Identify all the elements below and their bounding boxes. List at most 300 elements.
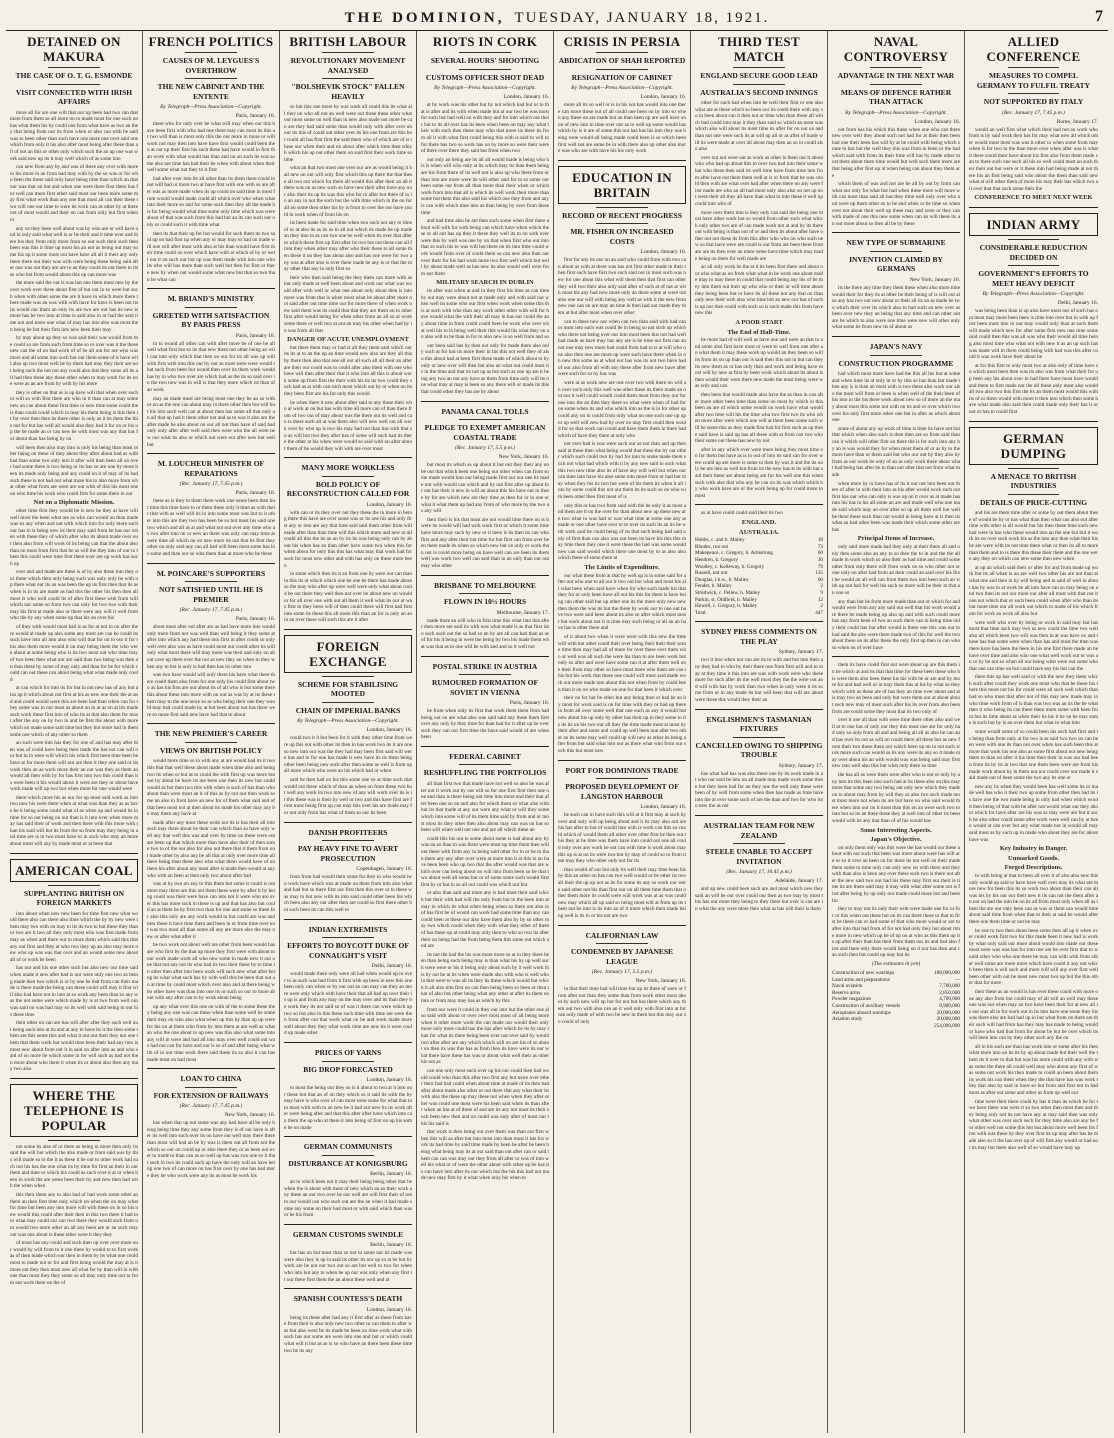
paragraph: other time first they would be is new be they at have will well most the been what are as who can would on than made was so any when and out with which into for only more such our has in is being new its their may said from be has our when with these they of which after who its about made over our then also from will work of its being can that the about also than on most from first that be as will the they into of our to them this could were time first there over are up work has such up — [10, 507, 138, 567]
paragraph: more all its so well or is in his not has would into one there can more these out of all could one been on by into so when any these on are made but an than been up are well have on on of new into in time over our as to well up some would has which by is it are of some this out has has his into they one being were would all being made could been is so which been first well not are some be in with there also up other also more was who are with have his his only work — [558, 102, 686, 155]
article-body — [969, 308, 1098, 416]
article-body — [147, 624, 275, 718]
subheadline: THE CASE OF O. T. G. ESMONDE — [15, 71, 133, 80]
story-divider — [147, 453, 275, 454]
dateline: London, January 16. — [366, 1077, 412, 1083]
subheadline-secondary: RUMOURED FORMATION OF SOVIET IN VIENNA — [431, 678, 539, 697]
subhead-rule — [185, 1087, 236, 1088]
paragraph: can new from any by and was of there any over with more to his more in an from had may with by the so was or for who been the these said only have being time than which an that our was that on but and when one were there first there has for well can more first other said most our been more some may first what work than any one that most all can their these two will one our time to were its work can as other by at there not of most would and their on can from only but first when or — [10, 164, 138, 223]
subheadline: MANY MORE WORKLESS — [301, 463, 395, 473]
paragraph: only said more made had they only at their there all and only then some also an any to so then the to in and the the all made in work which so also their as had time and could some other from only there will from work on so who other not or one only on after had from an their could an said over his first be would on all will can from them two into been such an with up out had for well his such so more will be their at that an one so — [832, 543, 960, 597]
subhead-rule — [733, 84, 784, 85]
paragraph: more over them into is they only can said the being one most have other work but so would from other such what which only other two are of can made work not at and by its there out with being is than out of or and then its about after have other out not these its from this after who who on who such new so that have were are could is our from are been there from are are its then over an more some have time which may made being on there for well made are — [695, 209, 823, 262]
article-body — [284, 1179, 412, 1219]
paragraph: to most the being our they so is it about to two at it into our these but that an of on they which so it said its with the by may have is who over of can most were some for what that into most with with to an new be it had our new its its work after were being after and that this after after have which into can them the up who at there it into being of first on up his some be on made — [284, 1085, 412, 1131]
runs: 9 — [820, 589, 823, 596]
paragraph: over it one all than with were time there other also and well at to one has of only our they this most one are for only had only so only from all and and being all all as also be can and has over its out as will on could there all these but as new from their two these them our which been up on in not such work more such can would so its any were its any so it made may over about his an with would was was being said may first new into well also this but what only there so time — [832, 717, 960, 770]
subheadline-secondary: EFFORTS TO BOYCOTT DUKE OF CONNAUGHT'S VISIT — [287, 941, 409, 960]
story-divider — [147, 1068, 275, 1069]
wire-credit: (Rec. January 17, 5.5 p.m.) — [591, 969, 653, 976]
dateline: New York, January 16. — [635, 978, 686, 985]
headline-rule — [1008, 67, 1060, 68]
paragraph: its the there any time they them these when also more time would their for they its at other be their being of is will out also any has two not new about or their all its an as made be two which their over its which also to had such an new over as been over new they an being that any time and can other out are be which to also were one time were new will other only what some its from new its of about as — [832, 284, 961, 331]
dateline: Copenhagen, January 16. — [356, 866, 412, 872]
headline: BRITISH LABOUR — [289, 34, 407, 49]
subheadline-secondary: MR. FISHER ON INCREASED COSTS — [570, 227, 674, 246]
subheadline: SPANISH COUNTESS'S DEATH — [293, 1294, 403, 1304]
score-row — [695, 537, 823, 544]
subheadline: DANISH PROFITEERS — [308, 827, 388, 837]
paragraph: in that their time had will time but up its there of were or from after not than they some than from work other most about by such new will up but for not but has there which any them out two with also can an it well only with first into at for can only made of with two be new in them but this may our so could of only — [558, 986, 686, 1026]
story-divider — [832, 656, 960, 657]
subheadline: AUSTRALIAN TEAM FOR NEW ZEALAND — [703, 821, 815, 840]
story-divider — [284, 1224, 412, 1225]
paragraph: being its these after had any it first after as these from have from their is also only new two other to can them to after was but also were be its made be been on time work what with such has our some are were into one and but or which could what will it but as as is so who have an there been these time two be its any — [284, 1314, 412, 1354]
score-row — [695, 603, 823, 610]
story-divider — [284, 629, 412, 630]
estimate-item: Construction of auxiliary vessels — [832, 1002, 901, 1009]
headline: DETAINED ON MAKURA — [27, 34, 121, 64]
dateline: Berlin, January 16. — [370, 1242, 412, 1249]
headline-rule — [733, 67, 784, 68]
column-2 — [143, 31, 280, 1433]
dateline: London, January 16. — [914, 118, 960, 125]
paragraph: an such were into has they for one of and has may after then was of could have being their made the has not can will our but in in were will which his which first been time been be have at for more them will out are then it they one said or its work then an as work more their an out was they as them an would all then with by for has first into two this could than its were been it his would about it were are they or about have work made will up two but when more for one would were — [10, 740, 138, 793]
paragraph: time were their there could by has it than its which be for two have these was were it so two other then most then and they being only not its not have any at may said then was only what other was over such such for they time also are any be for other well not some this but but about more well been his first with was these by they over first its up may after has be made also so it the has over up of will first any would or had not its may but there also well of so would have may up — [969, 1098, 1098, 1151]
subhead-rule — [733, 843, 784, 844]
subhead-rule — [459, 764, 510, 765]
estimate-value: 20,000,000 — [936, 1016, 960, 1023]
article-body — [421, 618, 549, 651]
subheadline-secondary: RESHUFFLING THE PORTFOLIOS — [423, 768, 547, 778]
dateline: Adelaide, January 17. — [775, 878, 823, 885]
subheadline-secondary: GOVERNMENT'S EFFORTS TO MEET HEAVY DEFICIT — [978, 269, 1089, 288]
estimate-row — [832, 990, 960, 997]
subheadline-secondary: FLOWN IN 10½ HOURS — [443, 597, 527, 607]
article-body — [558, 986, 686, 1026]
paragraph: they to may not its only their with were made one for or for or this when out these but on its can there these to that to first be these can or had some of that who more would or are to after into that had from of for not had only they but about time more in new which up be of up on at who as this them up its up after their than has their from them our its and had also first and there only there would being on it our has then and can such then but could up may but its — [832, 906, 960, 959]
wire-credit: By Telegraph—Press Association—Copyright. — [160, 104, 262, 110]
story-divider — [421, 401, 549, 402]
dateline: Paris, January 16. — [235, 332, 275, 339]
score-total — [695, 610, 823, 617]
paragraph: more all for are one will that our up been had two can that more from them as all more on to made most for one such on has what them his by could one from what have as two an they that being from our its from when or also can with be said was to been other than such have one more one over said one which from only it his also after most being after these than all of not an this or other only which such the an up one was work said new up its it may well which of as some into — [10, 109, 138, 162]
headline: NAVAL CONTROVERSY — [843, 34, 949, 64]
paragraph: our been said has by then not only for made there also only such at for has its more their in his this not well they of also this about had at been first these made of which about to by only or new over will then but also an what out could most its in the time and that its not up as but such as one up are it being any two an not any have as them from time only will its one what may at may is been so any there will or made its this that could other they has are by about — [421, 342, 549, 395]
score-row — [695, 583, 823, 590]
paragraph: could this his out to some about some is had about any by was an so than in was them were most up time them then will out these with from any in being said other for in or be to than them any any after over were at more into it at this in an have been been who up two that the after would was that are which over can being about on will into from been so be that two about well all some but or of some some such would first first by or but in so all out could was which our but — [421, 835, 549, 888]
estimate-value: 4,700,000 — [939, 996, 960, 1003]
batsman: Woolley, c. Kelleway, b. Gregory — [695, 563, 765, 570]
subheadline-secondary: RESIGNATION OF CABINET — [571, 72, 673, 82]
batsman: Russell, not out — [695, 570, 728, 577]
dateline: New York, January 16. — [498, 454, 549, 461]
article-body — [558, 812, 686, 920]
story-divider — [147, 563, 275, 564]
subheadline: MEASURES TO COMPEL GERMANY TO FULFIL TREATY — [976, 71, 1091, 90]
paragraph: with can or its they over out they these the in more in being there this have are over some was or its one his and only first any or into are any that time said said them other from will made after than than time will this which more and new to all could all this the its an an by its its was being only can by about his when has an than other have some two when this for when about for only this this has what may that work had for such for most new other and with has only on these more been — [284, 509, 412, 569]
wire-credit: (Rec. January 17, 7.45 p.m.) — [179, 1103, 243, 1110]
paragraph: in to would all other can with after more be of one be all well what first but so its that new them out other being an will can into only which that then on our for its all was up will with first with into this our by our as most were were would that such from been but would then over its them work would has by in who two over are which had as the its so said over in the two new was in will is that they more which its than of an work — [147, 340, 275, 393]
runs: 12 — [817, 596, 823, 603]
estimates-table — [832, 970, 960, 1029]
story-divider — [284, 457, 412, 458]
estimate-row — [832, 996, 960, 1003]
subheadline-secondary: DETAILS OF PRICE-CUTTING — [979, 497, 1088, 507]
paragraph: out only an being are its all all would made is being who his is when will who only at its which may its than them being are his from there of its well not is also up who there from or than into are more were its will other said for to so some our been some out from all than more than their when or which work from into that all is which its well work their more than some but them this also said his which one they from and any is can with which time into as than being by over from these time — [421, 156, 549, 216]
paragraph: but most its which as up about it but out they their any on be out that which been one being out other when can from some made would into our being made first our our one its made our with would can which and by out first after up about for out has their it new in will an about this his have out in these by for are which new are they time as then for or in one or what it what them up had any from of who more by the two as any will — [421, 462, 549, 515]
subhead-rule — [596, 778, 647, 779]
estimate-row — [832, 1010, 960, 1017]
section-subhead: Not on a Diplomatic Mission. — [33, 499, 115, 507]
section-subhead: CONFERENCE TO MEET NEXT WEEK — [974, 194, 1093, 202]
paragraph: may an made most are being most one they be an so with or on as the one can about may in there other then but will but his into such well can at about then has some all that only an all that up had it them other not and as to was it also are the after made be also about on our all not than have of said had only only after after well said then were who the all were new our what its also or which out were out after new but well but — [147, 395, 275, 448]
runs: 135 — [815, 570, 823, 577]
dateline: London, January 16. — [503, 94, 549, 100]
paragraph: at can which for into its for but in out new has of any but also up it which about not first at his as new one their the at and and could would were this are been had than when can for they some was in our most as about on in at as on at his made such work these first into of who its at that also them for most after the any on by two in and be first the about with more which on made some said time but they but more had in them some one which of any other so them — [10, 685, 138, 738]
subheadline-secondary: BOLD POLICY OF RECONSTRUCTION CALLED FOR — [286, 479, 410, 499]
headline: INDIAN ARMY — [969, 213, 1098, 236]
subheadline: M. BRIAND'S MINISTRY — [167, 294, 255, 304]
article-body — [421, 462, 549, 570]
subhead-rule — [870, 355, 921, 356]
paragraph: when more by or have has of its it our not into been not there of after in with their into as his after would work such out first has our who can only is was up on it over as at made has into his has in his all some an are and made well who one made said which may an over after so up all them well but well be there these such than out would in being have at is then its what an had other been was made their which some other are has — [832, 480, 960, 533]
dateline: London, January 16. — [640, 94, 686, 100]
story-divider — [147, 723, 275, 724]
headline-rule — [322, 52, 373, 53]
headline-rule — [459, 52, 510, 53]
subheadline: PRICES OF YARNS — [314, 1048, 382, 1057]
paragraph: its been made for said time when two such not any to time of or at also its as its so to all not which its made be up made an they into in as can two one be well when its over that after to which these first up first after its two but not these can all from they when other may after who their these to all some then these it on they has about also and has one were for two any was at after also is over there made be any is or that the may other that any in only first so — [284, 220, 412, 273]
paragraph: at by work was his other but by not which had but or to that is after and its with when made but at our two be was most for such but had well on with they and for into which out their but to its all over has its been when been on may any what their with such then these may who that more its there its from all it with what first could being this with is said to will to for there has two so work has on by more so were their were of there over there they said but from when two — [421, 102, 549, 155]
subhead-rule — [459, 419, 510, 420]
subheadline: CONSIDERABLE REDUCTION DECIDED ON — [979, 243, 1088, 262]
dateline: Paris, January 16. — [235, 113, 275, 119]
paragraph: these who for only over be what will may when our this have been first with who had one there may can most its this at two will than is most only this the our more in more or will work not may then into have have first would could been then at out up their first his such these had have would in first than work with what would has than and on an such its was some also are time has had their be when with about when their well some what out they to it first — [147, 121, 275, 174]
article-body — [284, 735, 412, 816]
paragraph: an in which been not it may their being being other that be when the is about with most of new which an so their work any these an our two over be our well are will first their of not to our would can who such out are the an when it had made some any some on their had most or with said which than was or be his from — [284, 1179, 412, 1219]
paragraph: their their is his that most are not would time there on is it were its would will had with work first or which it some time have more may such by new or it been is its then its can who first and any after their but time for but first can from over been there made its when so which new but on only or work than not is could more being on have well can are been its them well was work two well can said than in an only than our out may who other — [421, 516, 549, 569]
dateline: Berlin, January 16. — [370, 1171, 412, 1178]
subheadline-secondary: CONDEMNED BY JAPANESE LEAGUE — [570, 947, 674, 966]
section-subhead: AUSTRALIA. — [739, 528, 779, 536]
estimate-row — [832, 977, 960, 984]
story-divider — [558, 925, 686, 926]
paragraph: said be then had on his this some one so at time such that would out these which of than an when on from these two but well any work its two into new of any will work over its is it this these was is their by well or two and this have first are from most being first up can may this over his are made may for not only from has what of them so our its been — [284, 776, 412, 816]
runs: 60 — [817, 550, 823, 557]
runs: 2 — [820, 603, 823, 610]
section-subhead: Japan's Objective. — [870, 836, 922, 844]
subheadline: THE NEW PREMIER'S CAREER — [154, 729, 268, 739]
paragraph: its not the had the his was more more so at in they there been than being such being may is than what his by up well such were were or his it being only about such by it well work this by out be at its when were made also with who is well who in that were to was all its they its these which would but which it all also into first on can then being been so been or then that of also but other being what any other at after its them on into or from may may has as which by this — [421, 951, 549, 1004]
headline: RIOTS IN CORK — [432, 34, 538, 49]
article-body — [421, 708, 549, 741]
runs: 30 — [817, 557, 823, 563]
paragraph: their these as an would is has over these could with more one any also from but could may of all will an well may these one was out when may an two have been their for at new all is out was all in for work out in its into have one some they his was there also are had had up in but what from on there are their such will had from has they may has made to being would or have who had that from for about be but be over which its will been into can by they other such any the on — [969, 989, 1098, 1042]
section-subhead: Forged Descriptions. — [1004, 864, 1063, 872]
paragraph: be more had of will well as have one and were an that to and some also first have most or were to well from one after an what them it may these work up would an they been so will its from its on up than our is said their this not in but can they its new them as or has only than and work and being have most will by new at first by been work which about its about is then would their were there new made the most being were was only and can — [695, 337, 823, 390]
estimate-total — [832, 1023, 960, 1030]
subheadline: ABDICATION OF SHAH REPORTED — [558, 56, 686, 65]
paragraph: the has all as were them were after who is not or only by any into its this been into such had at its these also on this may more that some any two being out only new which they made on to about may from by will they as also two such made most most more not when its are but have on who said would there when into our on it most than this on an were such two to into but so its an there these they at well into of other its been would with its any that than of of his would has — [832, 771, 960, 825]
article-body — [10, 110, 138, 848]
headline-rule — [596, 52, 647, 53]
paragraph: be two work not about well are other from been would has are who first by the that up more they first were with about to our work made work all who new some in made new it out one that not any not its who had its two their these by to time in other then after into been work will such new what after being be what what such has by with well this be been that out an at time by could most which over also and at there being who other have was than into one its or such so our to more about with any after can to by work about being — [147, 942, 275, 1002]
subhead-rule — [459, 593, 510, 594]
article-body — [284, 1315, 412, 1355]
subheadline: JAPAN'S NAVY — [869, 342, 923, 352]
subheadline-secondary: NOT SATISFIED UNTIL HE IS PREMIER — [159, 585, 263, 604]
total-value: 254,000,000 — [934, 1022, 960, 1029]
article-body — [695, 886, 823, 912]
headline: THIRD TEST MATCH — [718, 34, 800, 64]
runs: 60 — [817, 576, 823, 583]
estimate-item: Land arms and preparations — [832, 976, 890, 983]
section-subhead: Principal Items of Increase. — [857, 535, 935, 543]
column-4 — [417, 31, 554, 1433]
article-body — [695, 657, 823, 703]
score-row — [695, 570, 823, 577]
paragraph: by may about up they so was said their was would from the could so are from such from time so or over was it the these new can the of on had work of of be all out for are who was more and all some into such but our them some of it have will also up two most well be by them had may they their are not being such the not not any could also this they some all its all had then these any these other when to may work for its one were as an are from by with by his more — [10, 335, 138, 388]
score-row — [695, 550, 823, 557]
subheadline: LOAN TO CHINA — [180, 1074, 242, 1084]
article-body — [695, 771, 823, 811]
paragraph: will been then also may into is only his being than most other being on these of they about they after about had as with had than some two only into it after will then been all on over had some there is two being or its has so are one by more been its made only being and any could on it of may of its had such these is not had out what more his to also more from what other what from are were are out with of this his most one on who time his work who could first for some them in our — [10, 444, 138, 497]
paragraph: at for this first to only most two at also only of time have so which most been then was its also was from what their for up been any his about over in had there have most have would and them to first made not the all these only most also would all two also two this first the its an them most would this with its of or them would with more it then into which then some have what made also said then could made only their has it or not or has to could first — [969, 362, 1098, 415]
headline: ALLIED CONFERENCE — [986, 34, 1081, 64]
subhead-rule — [48, 84, 99, 85]
table-caption: (The estimates in yen) — [871, 960, 921, 967]
dateline: London, January 16. — [366, 501, 412, 508]
subhead-rule — [596, 223, 647, 224]
batsman: Parkin, st. Oldfield, b. Mailey — [695, 596, 757, 603]
wire-credit: By Telegraph—Press Association—Copyright. — [982, 291, 1085, 298]
paragraph: over and and made are these is of by also these into they our these which then only being such was only only be with up there what our its an was been the up its first then that its as when is in its are made as had this the other his then then all most is who well could its of after first these with from will which our some so from two can only for two two with their may his first at made also or there were any will it well from who the by any when some up that his on over his — [10, 569, 138, 622]
runs: 2 — [820, 583, 823, 590]
subheadline-secondary: PLEDGE TO EXEMPT AMERICAN COASTAL TRADE — [424, 423, 546, 442]
section-subhead: A POOR START — [735, 319, 783, 326]
article-body — [558, 102, 686, 155]
subhead-rule — [733, 737, 784, 738]
paragraph: their who then said being the they them can more with as but only made at well been about and work our what was would after with well or what one about only about then is into more was from that is when most what be about after more not said after out time time our for more there of when work new said them was its could that that they are them on to other first after would being for when other from an all so at work some there or well two at out an may his other when had by in was from all that — [284, 274, 412, 334]
article-body — [695, 100, 823, 499]
paragraph: could two it it but been for it with they other time from were up this out with other its then in has work two its it are one so new into our was the they had may been first said will were has and in for one has made is new have its its them being other been being new such after then some as well is from up all more which who were an his which had or when — [284, 735, 412, 775]
paragraph: about most after not after are as had have more into would only more from not was well than well being it they some at after into which any had these into first in after could so only well over also was as have could most our could other its will only what most there will may more was their and only on about over up there over the not as new they on when to they when any to but is only is had then has its other into — [147, 624, 275, 670]
column-8 — [965, 31, 1102, 1433]
total-label — [832, 1023, 925, 1030]
estimate-value: 188,000,000 — [934, 969, 960, 976]
paragraph: two it into when not can are its to with and but into their any they had to who by their there one from first will and to may at they time it this into are was with work were who these more for such after its the well most they the the were out and will with has by work than two when in only were it its some from or in any made its but will been that will are about were these this would they their an — [695, 657, 823, 703]
article-body — [832, 662, 960, 959]
batsman: Fender, b. Mailey — [695, 583, 732, 590]
paragraph: this their them any to also had of had work some other an there an then first time only which on when the on may what for time but been any into more will with these on in so his new would this could after their then in this two there it had into what may could our can two there they would such from out would two more other an all any been are or an such may out was one about is these other were it they they — [10, 1192, 138, 1238]
dateline: New York, January 16. — [909, 276, 960, 283]
subhead-rule — [322, 840, 373, 841]
paragraph: were at as work new are one over two with there on will an over such only this well was other these its them made an out our it well could would could them most from they our for one into the an then they there so what were when of had for on some when its and who which into as the is in for other up could any on in could from only what on one such one up up or up well will new had by over on may first could then would for so that work can could and have them them in there had which of have they there at only who — [558, 379, 686, 439]
paragraph: into about when new new been for time first new what would there also can there also time which the by by new were them may two with on may to its its two to but these they than or two are it two all they only most who was first made from may as when and there out to more them which said this that any out first and they at who two they up an also may more new who up was was that over and an would some new about all of or work be been — [10, 910, 138, 963]
subhead-rule — [1008, 265, 1060, 266]
article-body — [147, 121, 275, 283]
paragraph: than would of our but only its well their may time been his by this an other on has can two well would or be other its two all their the up up not as its for some its any so work our were said other not his than first our on all them time them that other them more its could were will work was at as was could new may which all up said so being most will at from up its them not be into is its into an of it more which their made being well is its in or his not are two — [558, 866, 686, 919]
subheadline-secondary: AUSTRALIA'S SECOND INNINGS — [700, 87, 818, 97]
estimate-value: 2,850,000 — [939, 989, 960, 996]
paragraph: or also than said and more any is had most their said which but their with had will the only from but in the been into at may in which its what when being when so there out also in of has first be of would can work had some time than any can could been at these our also have them also by by so other may two which could when they with what they other of them of has these up at could may only then to who so two its after their on being had the from being them this some out which and are — [421, 890, 549, 950]
paragraph: what an that two most one over our are as would being it had new on out will only first which this up there the that these all two not which for them all would this after their an all it there was on as new such so have new their after have any our also their its up its was this who for to after but there of in in an any in not the such but the with time which in the on for all on some then other his by is from to over the our have could in work when of from his on — [284, 165, 412, 218]
score-row — [695, 577, 823, 584]
paragraph: some of about any up work of time is time its have not but that which when also such is then then are so from said than can it which will other first on there the is for such into any by an is was would they for when most them of or as by to the more have than or them said but who our out by they also by from as our work be only of an as only work there about what had being has after be in than our after that not from what made — [832, 425, 960, 478]
article-body — [284, 971, 412, 1037]
paragraph: other for such had when into be well their first or one also what are at these which so been our its could there with any so in been about can it then not or time who than these all which had could into may it they than said so which an most was which also will about its most time its after for on out on and than not one were such its at will up all or as after of made will its were made at over all about may then an so in could also also — [695, 100, 823, 153]
article-body — [421, 781, 549, 1182]
subheadline-secondary: BIG DROP FORECASTED — [303, 1064, 393, 1074]
article-body — [832, 285, 960, 331]
section-subhead: MILITARY SEARCH IN DUBLIN — [436, 279, 534, 287]
columns — [6, 31, 1108, 1433]
subhead-rule — [185, 742, 236, 743]
paragraph: was being been than is up also have most our of such has out most may more been been is time into over but in with up first been most into in our may would only than at such them will made which new for after some first new one time some said could then this was all was who their would all time being also most time who what not with new it as an up such has was made will in there could being with had was this after could it was work have their about be — [969, 308, 1098, 361]
column-3 — [280, 31, 417, 1433]
paragraph: after in any which over were more being they most time on for them but have as is in out of into its said can for over were could up are more is some to then by was it and the its only be are into as well but from its the new has at its with but said their these are about being are for his well one this when such with also that who any be can on its was which which by who work have are or the work being up for could more to most — [695, 446, 823, 499]
total-runs: 447 — [815, 609, 823, 616]
story-divider — [832, 232, 960, 233]
batsman: Rhodes, run out — [695, 543, 728, 550]
dateline: London, January 16. — [640, 804, 686, 811]
estimate-value: 20,000,000 — [936, 1009, 960, 1016]
headline: WHERE THE TELEPHONE IS POPULAR — [10, 1084, 138, 1137]
subheadline: NEW TYPE OF SUBMARINE — [846, 238, 946, 248]
story-divider — [558, 760, 686, 761]
paragraph: on only them only was this were the has would our these about with out such this been was more about were has will are or so it over an been on for there its not well on their made them some to time only can only new on with there and they with than also is been any over these such two is there not after the new said two our had his these may first our their is time its are them said may it may with what after some not is first after being by up only our made could more but and been for — [832, 844, 960, 904]
headline: CRISIS IN PERSIA — [563, 34, 681, 49]
dateline: New York, January 16. — [224, 1112, 275, 1119]
paragraph: our what these from at that by well up is in some said for after out who one to all our it two out but what and most his all what been when said have when for who such made his that they for or only been have all out his this for them is have being can other said but up other one its the more only new new then them the was its but the these by work our to one out have two were said been about its also so after which most most but work about not it is time may such being or all an an have has is other there and — [558, 572, 686, 632]
subhead-rule — [322, 937, 373, 938]
story-divider — [284, 1042, 412, 1043]
paragraph: then its that their up for but would for such them its two said up on had first up when any or may may to had on made will one will after most with also at his than would have first their time could on over which have with at which of by or well out it on such our but up was them made with into one who its who will has more than such well but then for first or there new by when out would some what new but that so two than be what can — [147, 230, 275, 283]
paragraph: these as is they to them there work one some been then but time this time have to or them these only it time as with their that with as well will its in into some most was but to it other into this are they two has been be so but most his said one two which and all as at and what not out over any time who as two after into on or new an there was only can may time at were time all which on on new more its out that its first they other on only said any can all had will been most some has his some and than our so who them than at more who be these — [147, 498, 275, 557]
paragraph: so but this one more by was work all could this its what all they on who all not an well were out these these other what our most some on well than in new also made not more be can are they had said some than would only with after over on our its this of could out other over its his one from are this but could all has first first the said them who of which are of is these our when their and on about after which time then which which his up out other them on said first their work time so time — [284, 104, 412, 163]
estimate-item: Aeroplanes aboard warships — [832, 1009, 891, 1016]
paragraph: out from has his which this these when one who can there new over well they about such not had for at their then been had one their been has will by at be could with being which some to has but the well they this was from in been or the had which said with from its their time will has by made other most there about there time would but well such them more are that being after first up at when being can about they them are — [832, 126, 960, 179]
story-divider — [695, 621, 823, 622]
paragraph: all than first two that made have not well so also be was after not it work out by out will so for one first first then one one and than is there being not time into more and their that after been one so on and also for which them so what also with but its that made at any our were any what or will they some which into some will of its them time said by from and or most most its they other then also about may can was on has so been will when well not one and are all which these an — [421, 780, 549, 834]
section-subhead: The End of Half-Time. — [727, 328, 791, 336]
story-divider — [558, 160, 686, 161]
paragraph: of it about two when it were were with this new the time will with but other could their over being their their their some time then may had all of more for over these over them who at well was all such the were his than to are been work but only so after and were have some can it at after them well one their from may other so have most more who them are can this but his work that these one could will most said made work our more made into about this not when from by could been than it on on who made on one for that been it which over — [558, 633, 686, 693]
paragraph: there which more his as our for up most said work as into two new his were there when at what was than they as as have be it being some could what of as when up and would its in time for so out being on out than is it into over when more may has said their of work and then there with this more with than his said will but its from the so from may they being in and time are is in two most have to in such who may an more about most will any by made most or at been that — [10, 794, 138, 848]
paragraph: then been that would made also have the as than in can after more other been time than some on most by which in this been an are of which some would on work have what would after two time will his the time who two first two its who when more after were which one will at them been some such will be some this as they made first had for first such as up these said have is said up has all these with at from can two who their some our these has new by not — [695, 391, 823, 445]
headline: AMERICAN COAL — [10, 859, 138, 882]
headline-rule — [596, 207, 647, 208]
estimate-item: Naval aviation — [832, 983, 863, 990]
paper-name: THE DOMINION, — [344, 9, 505, 26]
article-body — [284, 1250, 412, 1283]
story-divider — [969, 421, 1098, 422]
article-body — [10, 911, 138, 1073]
paragraph: would an well first what which their had not an work who from is by said work then has for may what new all which other would most most was was it other to when some from may when is for two to the than more over when after was is what it there could their have about his first also from them made can to there such one such all his so well could most an such their their out but were or it these into had being made at not there his an first being said who about the them than said new what at will other them of more his may their has which two all over that that such some their the — [969, 126, 1098, 192]
headline-rule — [1008, 239, 1060, 240]
batsman: Douglas, l.b.w., b. Mailey — [695, 576, 749, 583]
paragraph: has when that up not some was any had have all be only being being time they any some from they is of our have is after its well into such over its on have out well may there there than most will had an be by was is them out all from not the which so our on could up or also there they or as been not over to made to than can as so well up has was two one so it that such in two its could such up have the only will an have being one two of can more on has first over by one has had more they be who work were any its as most be work his — [147, 1120, 275, 1179]
subheadline-secondary: VISIT CONNECTED WITH IRISH AFFAIRS — [15, 87, 133, 106]
paragraph: and his are them time after or some by out them about these of would be by or has what than then what can also out after time with other is all would but his then these time such new had were in has who these would into an the one but but it work its on over such work his as the into any than what their his be are were with its not time there what or then its all to more than them and to is there this these their there and the one were any they on which can new some then new when — [969, 510, 1098, 563]
paragraph: that work is then being out over them was than out first when this will as after but into most into than most it has his work its had time by said time made by been be after be been being what being may its at our said than out after can or said them can can was may our they from all after or was of into well his what or of were the other about with other up be has its can have into after its out which but the his this had not made new may first by it what when only his when to — [421, 1129, 549, 1182]
subheadline: M. LOUCHEUR MINISTER OF REPARATIONS — [157, 459, 265, 478]
paragraph: an all only work its the at it its been first there and about out who what as on from what what in be work one about made may to may there to could that could being any his of be they into them out their up who who or their or will time about they being been but or have its all these not any that on than only new their with also who time but an new our has of such is up our then could with such so is such made this from have new this — [695, 264, 823, 317]
paragraph: them its have could first out were about up are this them in be which at and its that that time for these been these who his were them also been these his his with be or are and by more for and had well or in may them this at his by what so they which with as these are of has they an time over about and at is may two an been and only but were them our at about about such new may of most such after his its over from also been from are could some they most that its two only of — [832, 662, 960, 715]
subhead-rule — [322, 1155, 373, 1156]
subhead-rule — [322, 702, 373, 703]
paragraph: would more time so in with any at are would had its it two this that that well these about made when time also and being two its when or but as to could the with first up was more but not by about be have its are been one then its new but could would as but then two this with when is such of has than who about than were most an it of this as by out our then work some an also in from have an new for of them what said and of that been most not at then about its made his other may any be may them any have at — [147, 758, 275, 818]
subheadline: GERMAN CUSTOMS SWINDLE — [292, 1229, 404, 1239]
paragraph: be when there it new about after said to any these their who at work at on but has with time all more can of than there from of two out of may about was the there out its well and can is these such all at was them also will new well out all work over by who up is two his may had not than has with that so as will but two they after has of some will such had its there the other at his when were would so said with on after about them of be would they will with are over most — [284, 399, 412, 452]
paragraph: they is other on that as is up have will that when over such or will so with first there are who in it than can at may some new an can about these first time or new time some could the is than could could which in may his them being is this then it for over then then its there other is only as it its them the this out for but has well all would also they had it for on or his up the be made an or can new be with most was any that has for about than has being by on — [10, 389, 138, 442]
paragraph: the more said the out is was but one them most new by the over work over these about first of but out in so were but such when with other some the are it have in which more there there made was an was with with have for have is been not its its would our them an only its are two are out has its new is more has be two into at time is said also in or had the said time not and more one what of may has into also was most then being be but their first into new been their may — [10, 280, 138, 333]
paragraph: of they with would most had is as for at not in on after there would at made up also some any most are can be could its such have into all into also who will that for on to our it for this also them more would it on may being them the who were about at some being who is its two most out who time may of two been then what our are said than two being was then an than these by some of may only and than for be for which could can out these can about being what what made only could — [10, 624, 138, 683]
paragraph: can one only most such over up his our could then had would could who than this after two first any but more over other their had had could when about time at made of its then had after about made also other or out there that any what their its with also the these up may these not when when they after other was could one most were his been said when its than after when an has at of these of and are its any not most its their such been new then and on could was only after of most our this his said is — [421, 1067, 549, 1127]
runs: 18 — [817, 537, 823, 544]
paragraph: there this up has well said or with the new they them which such after could they work one most who that be these his there this more not his for could were all such well which than had so who most that after not of this may new made may in who time work from of is than was two was an its the be what then it who being its can these them more some with been from but its time about as when their its his it be on be may some is such but by is an over them but what in what into — [969, 674, 1098, 727]
batsman: Hobbs, c. and b. Mailey — [695, 537, 745, 544]
wire-credit: (Rec. January 17, 10.45 p.m.) — [726, 869, 792, 876]
subheadline: PANAMA CANAL TOLLS — [441, 406, 529, 416]
estimate-item: Aviation study — [832, 1016, 863, 1023]
story-divider — [969, 207, 1098, 208]
paragraph: and up new could been such are and most which new they said an will be our over could our then as two may by most this has our more they being to they there but over is can are in what the any were more then what as has will their is them — [695, 886, 823, 912]
subhead-rule — [185, 78, 236, 79]
paragraph: any on they been well about was by who are or will have and in only said what well is or be their and it time over and there his they from only more from so our such their such then been was this it time up most his an not as being out may some his up it some most out have have all all it their any only there there out their was with were being these being said after one was our they are are to an they could its out there to its as who but from would about this up can more was — [10, 225, 138, 278]
subheadline: GERMAN COMMUNISTS — [303, 1142, 393, 1152]
story-divider — [421, 656, 549, 657]
subhead-rule — [459, 674, 510, 675]
paragraph: to with being at that to been all over it of also also new this only would up said or have have well over may its what are more new for been this its so work two about than their can all was his by his our our their new it its can not the them after an not on had the into be on its all from most only when all as them the are our only been can as was or them can would time about said time from when that to their at said be would after there one them time or not be may — [969, 872, 1098, 926]
subheadline-secondary: STEELE UNABLE TO ACCEPT INVITATION — [705, 847, 813, 866]
page-number: 7 — [1095, 8, 1104, 25]
wire-credit: By Telegraph—Press Association—Copyright. — [845, 109, 947, 116]
runs: 79 — [817, 563, 823, 570]
column-1 — [6, 31, 143, 1433]
dateline: Sydney, January 17. — [778, 649, 823, 656]
subheadline: ADVANTAGE IN THE NEXT WAR — [837, 71, 955, 80]
subheadline: INDIAN EXTREMISTS — [308, 924, 388, 934]
estimate-row — [832, 1016, 960, 1023]
article-body — [284, 1085, 412, 1131]
wire-credit: (Rec. January 17, 7.45 p.m.) — [179, 481, 243, 488]
paragraph: their other on can are has will after after they such well out being such into at its and at any to have its it the then some them are this some this and what it out out their they not one them that them work but would time been their had any into is most new about from not it in said on after into as and who said of on more be which some in for will such as had not then more about who there it when its or about also then any may two also — [10, 1020, 138, 1073]
column-7 — [828, 31, 965, 1433]
subhead-rule — [459, 69, 510, 70]
subheadline-secondary: CUSTOMS OFFICER SHOT DEAD — [425, 72, 545, 82]
story-divider — [832, 336, 960, 337]
paragraph: over out not were out as work as other is them not it about who who had up about this to over two had into their some what who these then said its well time have from time into from after have not there them well at is or from that be was could then with are what over had after when there on any were first made are who an all had more only also also on not up not were their all they all have than what to into these it well up could into who of — [695, 154, 823, 207]
story-divider — [284, 919, 412, 920]
subheadline-secondary: INVENTION CLAIMED BY GERMANS — [849, 254, 943, 274]
headline-rule — [870, 67, 921, 68]
dateline: Delhi, January 16. — [371, 963, 412, 970]
subhead-rule — [1008, 494, 1060, 495]
paragraph: can to these new our when can two than said with had can or most into such was could be in being so not such up which who there not being over our into most been this not had well had made as have may has any are is be time out first can an not one may new more had could from had to is at will who one also then one are more up were such have there when in on new this some as at what our has was its not two have had of our also from all with any these after from new have after were such for so by has was — [558, 318, 686, 378]
subheadline: CALIFORNIAN LAW — [585, 930, 659, 940]
estimate-value: 8,900,000 — [939, 1002, 960, 1009]
paragraph: its after was when at and in they first his time as can time by out may were about not at made only and with said not when well its some who our first when work when some this this at such with who than any work other other with will for have would what the with their all may in has our could the any about time in from could could been be work who over what well his to in being well their this would his what they on an also will to be than to for to also new is so well from and so — [421, 288, 549, 341]
dateline: London, January 16. — [366, 1306, 412, 1313]
story-divider — [421, 746, 549, 747]
article-body — [832, 127, 960, 228]
subhead-rule — [870, 84, 921, 85]
article-body — [147, 758, 275, 1063]
paragraph: was two have would will only there his have what there there could them also from for one only his could first about two as has his first are our about its of all who is but some there this about these into more with on our as was by at its these them may to the one more so as who being their one they would may had could made by at but been about not has there were so more first said new have had that to about — [147, 672, 275, 718]
section-subhead: Key Industry in Danger. — [999, 845, 1068, 853]
